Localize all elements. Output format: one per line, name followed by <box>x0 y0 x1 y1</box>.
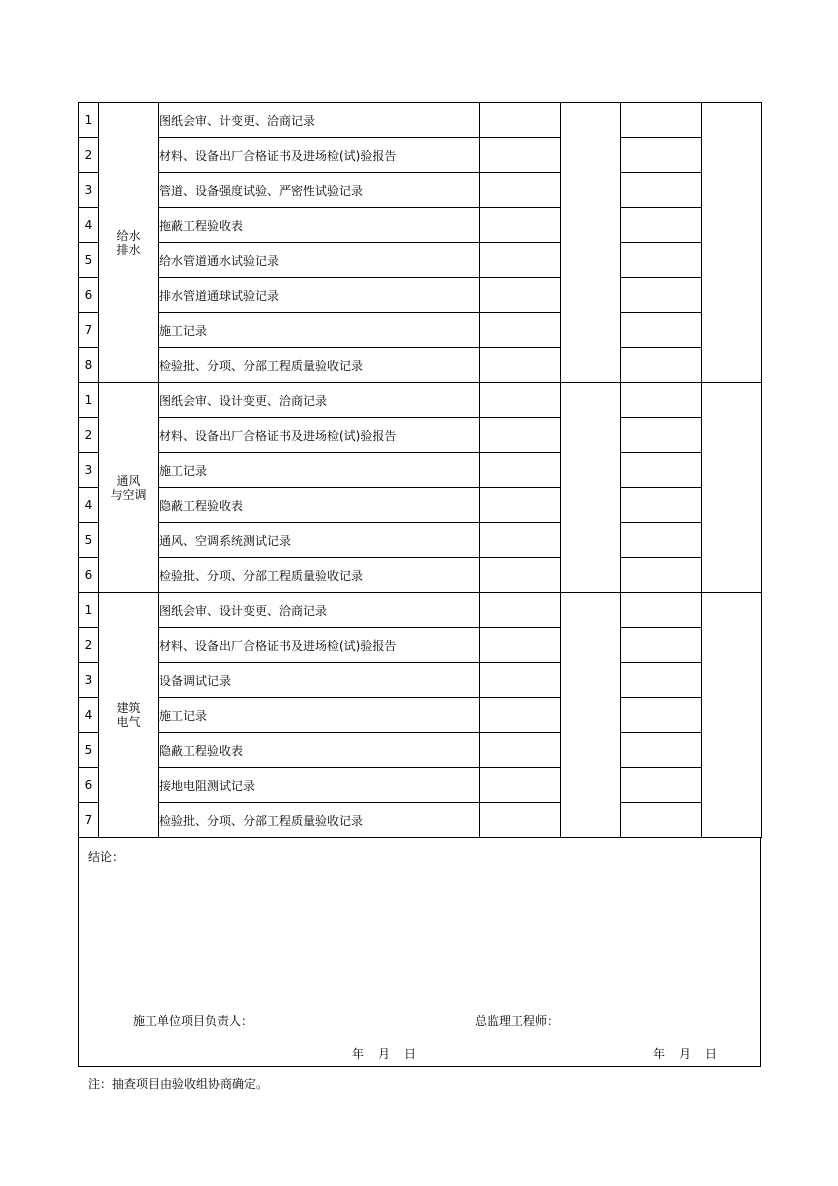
check-cell[interactable] <box>480 208 561 243</box>
item-name: 施工记录 <box>159 313 480 348</box>
category-label-line: 给水 <box>116 228 141 243</box>
item-name: 图纸会审、设计变更、洽商记录 <box>159 383 480 418</box>
item-name: 图纸会审、设计变更、洽商记录 <box>159 593 480 628</box>
item-name: 隐蔽工程验收表 <box>159 488 480 523</box>
table-row <box>79 278 762 313</box>
check-cell[interactable] <box>621 243 702 278</box>
row-number: 8 <box>79 348 99 383</box>
row-number: 1 <box>79 103 99 138</box>
item-name: 材料、设备出厂合格证书及进场检(试)验报告 <box>159 628 480 663</box>
item-name: 材料、设备出厂合格证书及进场检(试)验报告 <box>159 138 480 173</box>
table-row <box>79 523 762 558</box>
item-name: 检验批、分项、分部工程质量验收记录 <box>159 558 480 593</box>
check-cell[interactable] <box>621 593 702 628</box>
check-cell[interactable] <box>621 278 702 313</box>
inspection-table-sheet <box>78 102 761 1067</box>
table-row <box>79 768 762 803</box>
check-cell[interactable] <box>621 733 702 768</box>
category-cell <box>99 103 159 383</box>
month-label: 月 <box>378 1047 391 1061</box>
check-cell[interactable] <box>621 208 702 243</box>
table-row <box>79 348 762 383</box>
check-cell[interactable] <box>480 768 561 803</box>
item-name: 排水管道通球试验记录 <box>159 278 480 313</box>
row-number: 3 <box>79 173 99 208</box>
row-number: 3 <box>79 453 99 488</box>
row-number: 2 <box>79 138 99 173</box>
item-name: 隐蔽工程验收表 <box>159 733 480 768</box>
contractor-date <box>352 1045 430 1062</box>
supervisor-date <box>653 1045 731 1062</box>
table-row <box>79 698 762 733</box>
contractor-manager-label: 施工单位项目负责人： <box>133 1014 254 1028</box>
row-number: 7 <box>79 803 99 838</box>
check-cell[interactable] <box>621 698 702 733</box>
table-row <box>79 173 762 208</box>
row-number: 2 <box>79 628 99 663</box>
check-cell[interactable] <box>621 418 702 453</box>
day-label: 日 <box>404 1047 417 1061</box>
check-cell[interactable] <box>621 768 702 803</box>
row-number: 5 <box>79 243 99 278</box>
row-number: 4 <box>79 698 99 733</box>
item-name: 检验批、分项、分部工程质量验收记录 <box>159 348 480 383</box>
table-row <box>79 103 762 138</box>
check-cell[interactable] <box>621 628 702 663</box>
table-row <box>79 593 762 628</box>
check-cell[interactable] <box>621 453 702 488</box>
table-row <box>79 803 762 838</box>
inspection-table <box>78 102 762 838</box>
merged-cell[interactable] <box>561 103 621 383</box>
check-cell[interactable] <box>480 348 561 383</box>
check-cell[interactable] <box>621 663 702 698</box>
category-label-line: 电气 <box>116 715 141 729</box>
month-label: 月 <box>679 1047 692 1061</box>
check-cell[interactable] <box>480 243 561 278</box>
item-name: 图纸会审、计变更、洽商记录 <box>159 103 480 138</box>
check-cell[interactable] <box>480 138 561 173</box>
merged-cell[interactable] <box>702 103 762 383</box>
check-cell[interactable] <box>480 803 561 838</box>
check-cell[interactable] <box>480 488 561 523</box>
item-name: 接地电阻测试记录 <box>159 768 480 803</box>
row-number: 4 <box>79 488 99 523</box>
check-cell[interactable] <box>480 173 561 208</box>
chief-supervisor-label: 总监理工程师： <box>475 1014 560 1028</box>
merged-cell[interactable] <box>561 593 621 838</box>
table-row <box>79 208 762 243</box>
table-row <box>79 383 762 418</box>
table-row <box>79 453 762 488</box>
row-number: 6 <box>79 278 99 313</box>
check-cell[interactable] <box>480 593 561 628</box>
row-number: 5 <box>79 733 99 768</box>
row-number: 5 <box>79 523 99 558</box>
check-cell[interactable] <box>480 278 561 313</box>
item-name: 材料、设备出厂合格证书及进场检(试)验报告 <box>159 418 480 453</box>
merged-cell[interactable] <box>561 383 621 593</box>
day-label: 日 <box>705 1047 718 1061</box>
table-row <box>79 558 762 593</box>
category-label-line: 建筑 <box>116 701 141 715</box>
category-label-line: 与空调 <box>110 487 147 502</box>
item-name: 设备调试记录 <box>159 663 480 698</box>
check-cell[interactable] <box>480 663 561 698</box>
table-row <box>79 313 762 348</box>
item-name: 施工记录 <box>159 453 480 488</box>
row-number: 3 <box>79 663 99 698</box>
category-cell <box>99 383 159 593</box>
row-number: 6 <box>79 558 99 593</box>
year-label: 年 <box>352 1047 365 1061</box>
item-name: 给水管道通水试验记录 <box>159 243 480 278</box>
table-row <box>79 628 762 663</box>
check-cell[interactable] <box>621 558 702 593</box>
row-number: 2 <box>79 418 99 453</box>
category-label-line: 排水 <box>116 242 141 257</box>
item-name: 检验批、分项、分部工程质量验收记录 <box>159 803 480 838</box>
item-name: 管道、设备强度试验、严密性试验记录 <box>159 173 480 208</box>
row-number: 1 <box>79 383 99 418</box>
item-name: 拖蔽工程验收表 <box>159 208 480 243</box>
year-label: 年 <box>653 1047 666 1061</box>
check-cell[interactable] <box>621 313 702 348</box>
check-cell[interactable] <box>480 733 561 768</box>
check-cell[interactable] <box>480 523 561 558</box>
footnote: 注：抽查项目由验收组协商确定。 <box>88 1077 269 1091</box>
table-row <box>79 663 762 698</box>
check-cell[interactable] <box>480 453 561 488</box>
table-row <box>79 488 762 523</box>
check-cell[interactable] <box>480 383 561 418</box>
conclusion-label: 结论： <box>88 850 125 864</box>
item-name: 施工记录 <box>159 698 480 733</box>
row-number: 7 <box>79 313 99 348</box>
check-cell[interactable] <box>621 488 702 523</box>
check-cell[interactable] <box>480 313 561 348</box>
merged-cell[interactable] <box>702 383 762 593</box>
row-number: 4 <box>79 208 99 243</box>
check-cell[interactable] <box>621 523 702 558</box>
check-cell[interactable] <box>480 698 561 733</box>
check-cell[interactable] <box>621 803 702 838</box>
row-number: 6 <box>79 768 99 803</box>
category-label-line: 通风 <box>116 473 141 488</box>
check-cell[interactable] <box>621 173 702 208</box>
check-cell[interactable] <box>480 103 561 138</box>
check-cell[interactable] <box>621 103 702 138</box>
check-cell[interactable] <box>480 418 561 453</box>
check-cell[interactable] <box>480 628 561 663</box>
row-number: 1 <box>79 593 99 628</box>
check-cell[interactable] <box>480 558 561 593</box>
table-row <box>79 138 762 173</box>
merged-cell[interactable] <box>702 593 762 838</box>
table-row <box>79 243 762 278</box>
check-cell[interactable] <box>621 348 702 383</box>
table-row <box>79 733 762 768</box>
table-row <box>79 418 762 453</box>
check-cell[interactable] <box>621 383 702 418</box>
conclusion-box <box>78 838 761 1067</box>
category-cell <box>99 593 159 838</box>
item-name: 通风、空调系统测试记录 <box>159 523 480 558</box>
check-cell[interactable] <box>621 138 702 173</box>
